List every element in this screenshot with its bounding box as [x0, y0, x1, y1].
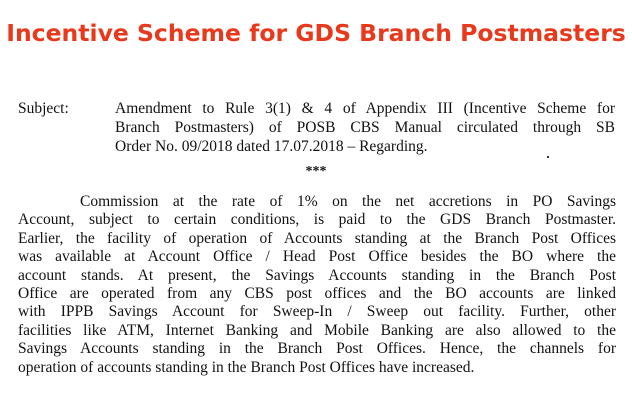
paragraph-line: Savings Accounts standing in the Branch Post Offices. Hence, the channels for [18, 340, 616, 358]
body-paragraph [18, 193, 616, 377]
subject-line: Amendment to Rule 3(1) & 4 of Appendix III (Incentive Scheme for [115, 100, 615, 117]
paragraph-line: was available at Account Office / Head Post Office besides the BO where the [18, 248, 616, 266]
paragraph-line: Office are operated from any CBS post offices and the BO accounts are linked [18, 285, 616, 303]
subject-label: Subject: [18, 100, 69, 117]
paragraph-line: operation of accounts standing in the Branch Post Offices have increased. [18, 358, 475, 376]
paragraph-line: account stands. At present, the Savings Accounts standing in the Branch Post [18, 266, 616, 284]
subject-line: Branch Postmasters) of POSB CBS Manual circulated through SB [115, 119, 615, 136]
paragraph-line: facilities like ATM, Internet Banking and Mobile Banking are also allowed to the [18, 321, 616, 339]
section-separator: *** [305, 164, 327, 179]
subject-line: Order No. 09/2018 dated 17.07.2018 – Regarding. [115, 138, 428, 155]
stray-mark [547, 156, 549, 158]
paragraph-line: with IPPB Savings Account for Sweep-In / Sweep out facility. Further, other [18, 303, 616, 321]
subject-text [115, 99, 615, 156]
paragraph-line: Account, subject to certain conditions, is paid to the GDS Branch Postmaster. [18, 211, 616, 229]
page-title: Incentive Scheme for GDS Branch Postmasters [6, 19, 626, 47]
paragraph-line: Commission at the rate of 1% on the net accretions in PO Savings [80, 193, 616, 210]
paragraph-line: Earlier, the facility of operation of Accounts standing at the Branch Post Offices [18, 229, 616, 247]
